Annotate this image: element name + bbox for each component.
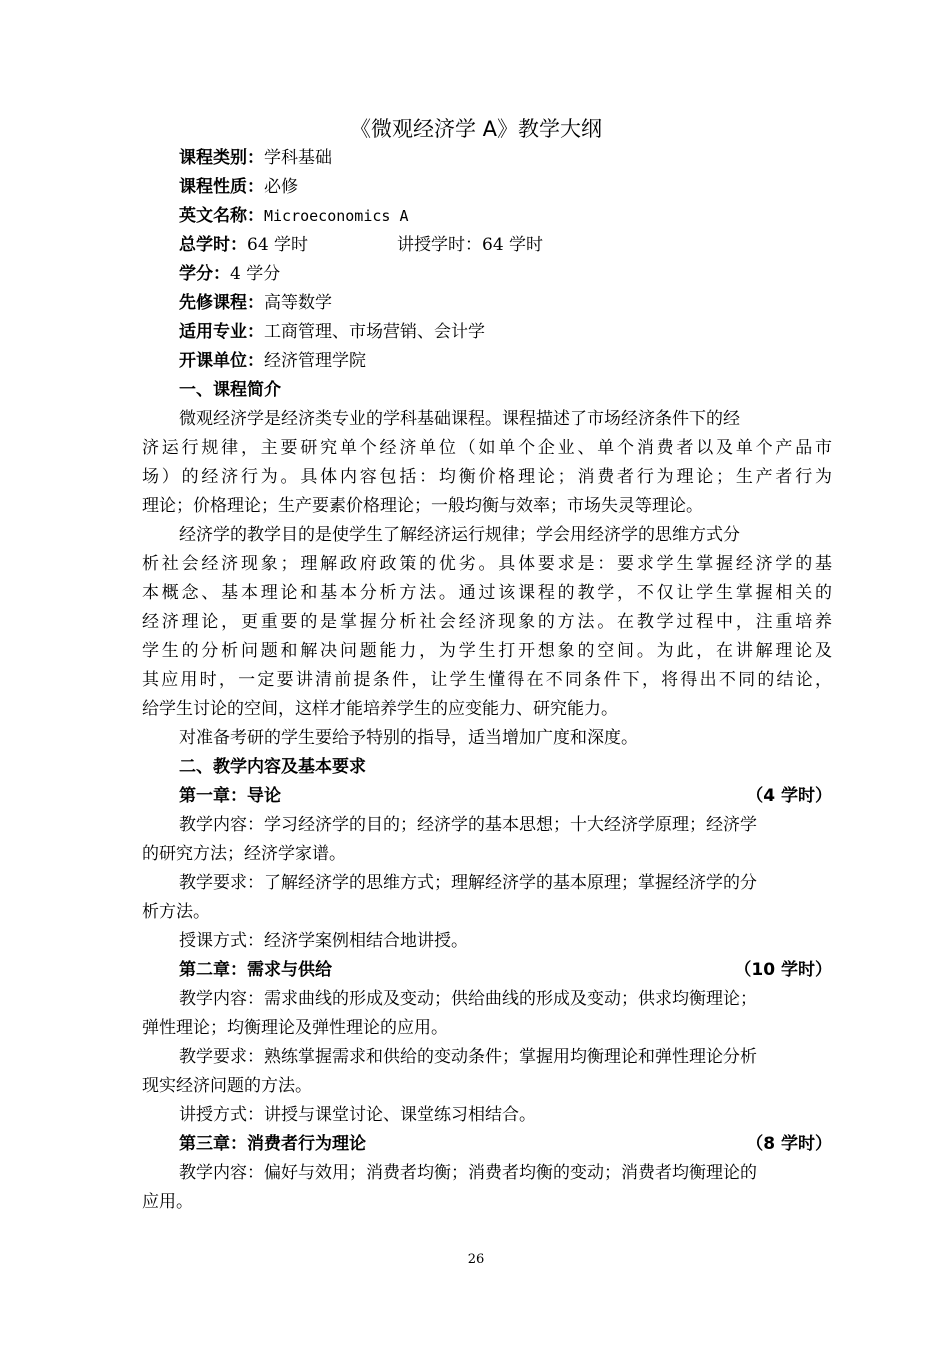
paragraph-line: 教学内容：需求曲线的形成及变动；供给曲线的形成及变动；供求均衡理论； xyxy=(179,989,757,1009)
paragraph-line: 理论；价格理论；生产要素价格理论；一般均衡与效率；市场失灵等理论。 xyxy=(142,496,703,516)
chapter-hours: （4 学时） xyxy=(746,786,832,806)
meta-value: 4 学分 xyxy=(230,264,281,284)
document-title: 《微观经济学 A》教学大纲 xyxy=(349,117,603,141)
paragraph-line: 场）的经济行为。具体内容包括：均衡价格理论；消费者行为理论；生产者行为 xyxy=(142,467,832,487)
chapter-hours: （10 学时） xyxy=(734,960,832,980)
chapter-heading xyxy=(179,782,832,811)
section-heading: 二、教学内容及基本要求 xyxy=(179,757,366,777)
paragraph-line: 教学内容：偏好与效用；消费者均衡；消费者均衡的变动；消费者均衡理论的 xyxy=(179,1163,757,1183)
meta-value: 经济管理学院 xyxy=(264,351,366,371)
meta-label: 先修课程： xyxy=(179,293,264,313)
meta-value: 64 学时 xyxy=(247,235,309,255)
paragraph-line: 讲授方式：讲授与课堂讨论、课堂练习相结合。 xyxy=(179,1105,536,1125)
paragraph-line: 的研究方法；经济学家谱。 xyxy=(142,844,346,864)
chapter-title: 第二章：需求与供给 xyxy=(179,960,332,980)
meta-label: 课程性质： xyxy=(179,177,264,197)
paragraph-line: 析社会经济现象；理解政府政策的优劣。具体要求是：要求学生掌握经济学的基 xyxy=(142,554,832,574)
meta-prerequisite xyxy=(179,289,332,318)
meta-english-name xyxy=(179,202,409,231)
meta-category xyxy=(179,144,332,173)
paragraph-line: 经济理论，更重要的是掌握分析社会经济现象的方法。在教学过程中，注重培养 xyxy=(142,612,832,632)
meta-unit xyxy=(179,347,366,376)
paragraph-line: 析方法。 xyxy=(142,902,210,922)
chapter-heading xyxy=(179,956,832,985)
meta-value: 必修 xyxy=(264,177,298,197)
chapter-hours: （8 学时） xyxy=(746,1134,832,1154)
section-heading: 一、课程简介 xyxy=(179,380,281,400)
paragraph-line: 教学要求：了解经济学的思维方式；理解经济学的基本原理；掌握经济学的分 xyxy=(179,873,757,893)
chapter-title: 第一章：导论 xyxy=(179,786,281,806)
paragraph-line: 弹性理论；均衡理论及弹性理论的应用。 xyxy=(142,1018,448,1038)
meta-label: 英文名称： xyxy=(179,206,264,226)
meta-label: 讲授学时： xyxy=(397,235,482,255)
meta-major xyxy=(179,318,485,347)
paragraph-line: 学生的分析问题和解决问题能力，为学生打开想象的空间。为此，在讲解理论及 xyxy=(142,641,832,661)
paragraph-line: 教学要求：熟练掌握需求和供给的变动条件；掌握用均衡理论和弹性理论分析 xyxy=(179,1047,757,1067)
paragraph-line: 现实经济问题的方法。 xyxy=(142,1076,312,1096)
paragraph-line: 对准备考研的学生要给予特别的指导，适当增加广度和深度。 xyxy=(179,728,638,748)
paragraph-line: 济运行规律，主要研究单个经济单位（如单个企业、单个消费者以及单个产品市 xyxy=(142,438,832,458)
chapter-title: 第三章：消费者行为理论 xyxy=(179,1134,366,1154)
paragraph-line: 授课方式：经济学案例相结合地讲授。 xyxy=(179,931,468,951)
meta-label: 学分： xyxy=(179,264,230,284)
meta-value: 工商管理、市场营销、会计学 xyxy=(264,322,485,342)
meta-total-hours xyxy=(179,231,308,260)
paragraph-line: 给学生讨论的空间，这样才能培养学生的应变能力、研究能力。 xyxy=(142,699,618,719)
meta-label: 适用专业： xyxy=(179,322,264,342)
meta-lecture-hours xyxy=(397,231,543,260)
paragraph-line: 本概念、基本理论和基本分析方法。通过该课程的教学，不仅让学生掌握相关的 xyxy=(142,583,832,603)
paragraph-line: 微观经济学是经济类专业的学科基础课程。课程描述了市场经济条件下的经 xyxy=(179,409,740,429)
page-number: 26 xyxy=(467,1252,485,1267)
meta-label: 课程类别： xyxy=(179,148,264,168)
meta-value: Microeconomics A xyxy=(264,207,409,225)
paragraph-line: 教学内容：学习经济学的目的；经济学的基本思想；十大经济学原理；经济学 xyxy=(179,815,757,835)
meta-nature xyxy=(179,173,298,202)
paragraph-line: 应用。 xyxy=(142,1192,193,1212)
meta-value: 学科基础 xyxy=(264,148,332,168)
chapter-heading xyxy=(179,1130,832,1159)
meta-label: 总学时： xyxy=(179,235,247,255)
meta-value: 高等数学 xyxy=(264,293,332,313)
paragraph-line: 经济学的教学目的是使学生了解经济运行规律；学会用经济学的思维方式分 xyxy=(179,525,740,545)
paragraph-line: 其应用时，一定要讲清前提条件，让学生懂得在不同条件下，将得出不同的结论， xyxy=(142,670,832,690)
meta-label: 开课单位： xyxy=(179,351,264,371)
meta-value: 64 学时 xyxy=(482,235,544,255)
meta-credit xyxy=(179,260,280,289)
